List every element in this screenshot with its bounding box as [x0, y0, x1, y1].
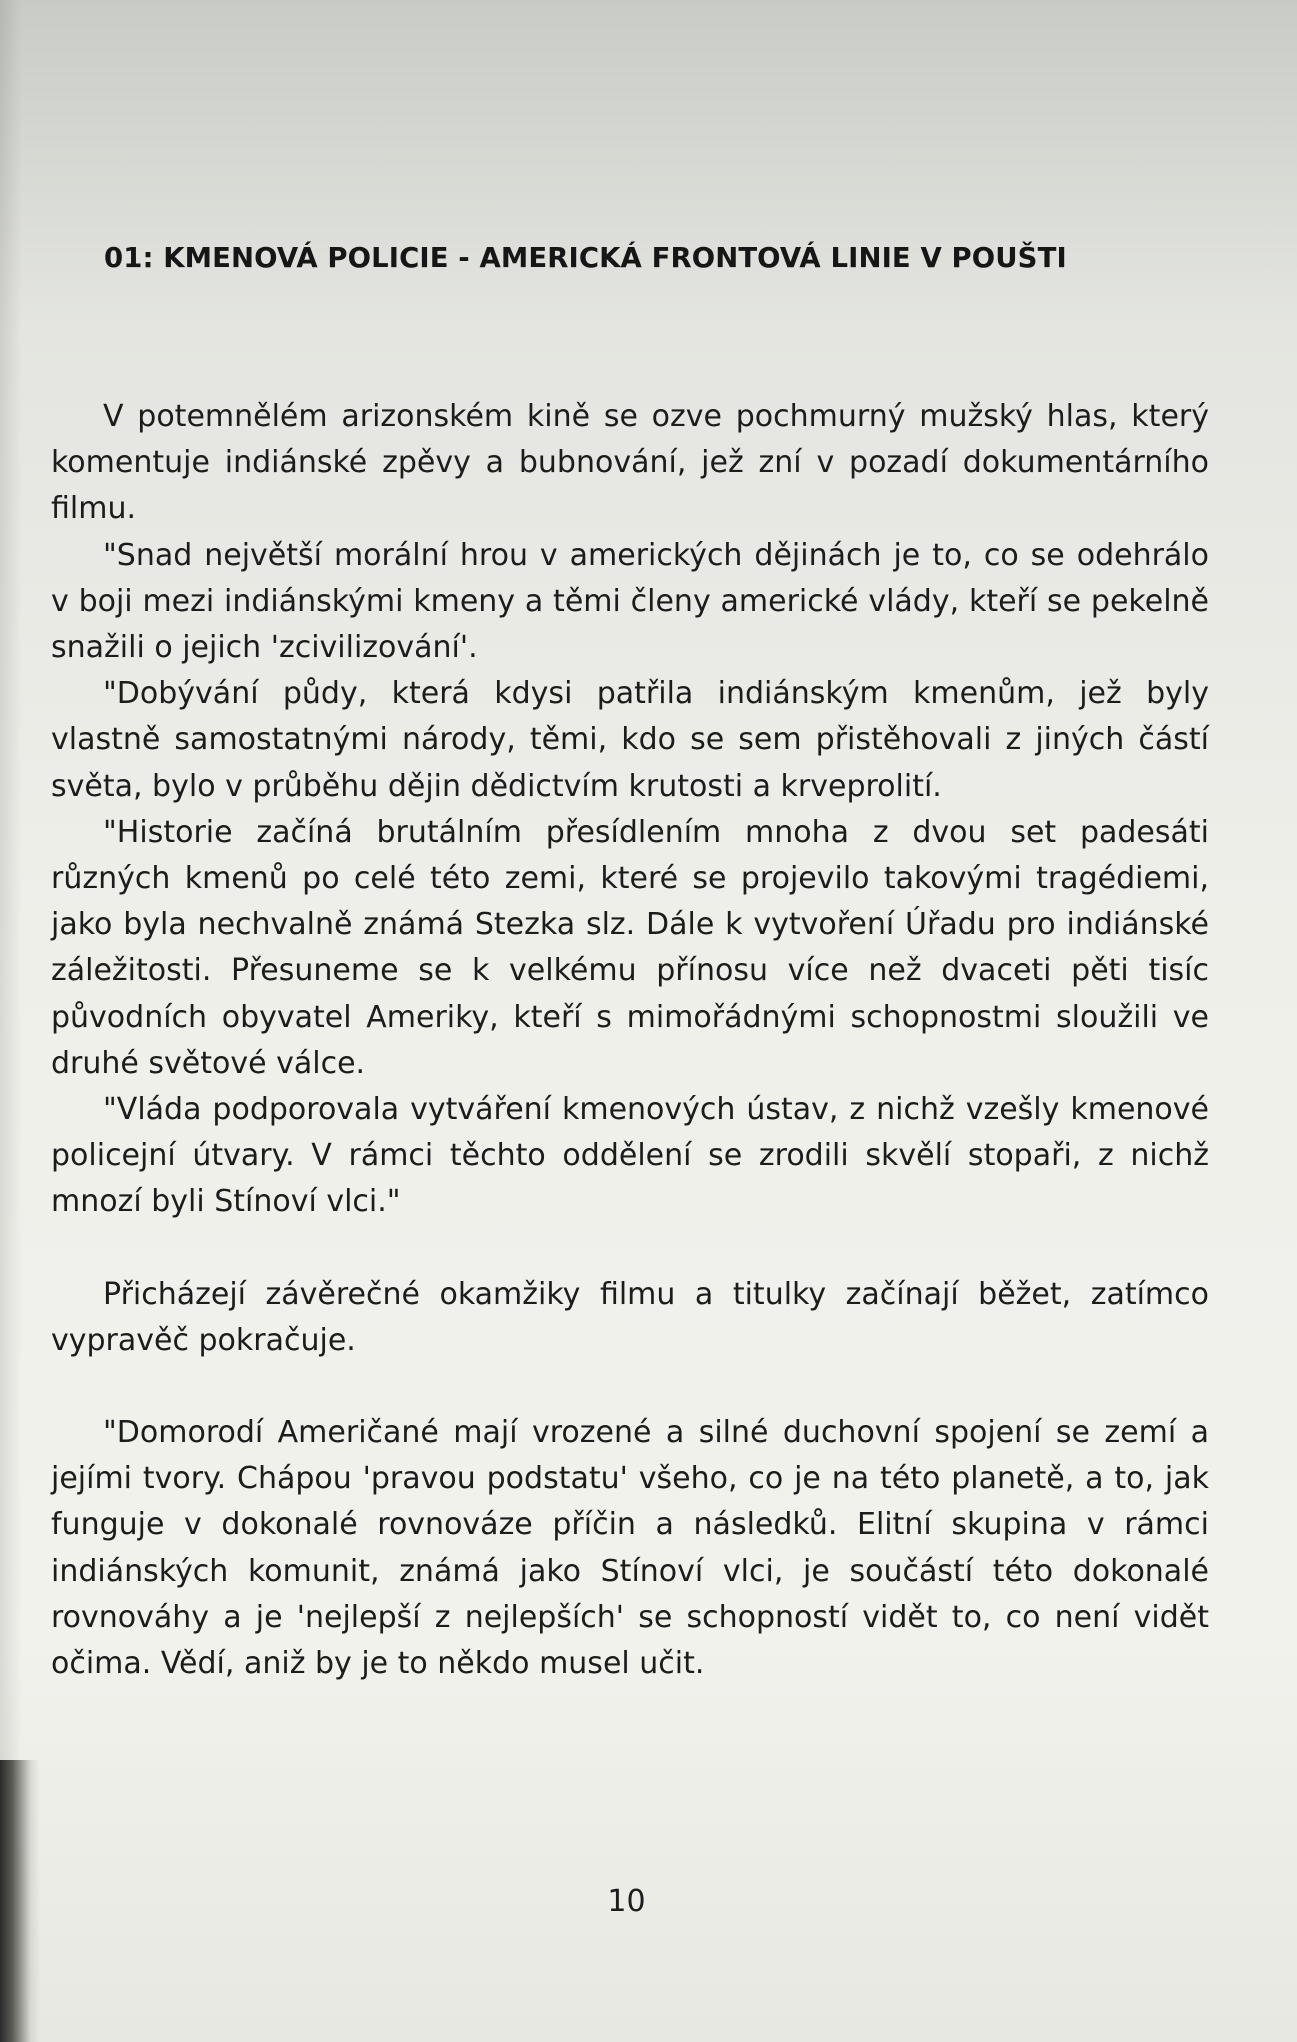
- paragraph: "Domorodí Američané mají vrozené a silné duchovní spojení se zemí a jejími tvory. Chápou 'pravou podstatu' všeho, co je na této planetě, a to, jak funguje v dokonalé rovnováze příčin a následků. Elitní skupina v rámci indiánských komunit, známá jako Stínoví vlci, je součástí této dokonalé rovnováhy a je 'nejlepší z nejlepších' se schopností vidět to, co není vidět očima. Vědí, aniž by je to někdo musel učit.: [51, 1415, 1209, 1682]
- paragraph-spacer: [51, 1226, 1209, 1272]
- page-number: 10: [607, 1884, 646, 1919]
- paragraph: "Vláda podporovala vytváření kmenových ústav, z nichž vzešly kmenové policejní útvary. V rámci těchto oddělení se zrodili skvělí stopaři, z nichž mnozí byli Stínoví vlci.": [51, 1092, 1209, 1220]
- paragraph: Přicházejí závěrečné okamžiky filmu a titulky začínají běžet, zatímco vypravěč pokračuje.: [51, 1276, 1209, 1358]
- paragraph-spacer: [51, 1364, 1209, 1410]
- paragraph: V potemnělém arizonském kině se ozve pochmurný mužský hlas, který komentuje indiánské zpěvy a bubnování, jež zní v pozadí dokumentárního filmu.: [51, 399, 1209, 527]
- page-edge-shadow: [0, 0, 22, 2042]
- body-text: [51, 394, 1209, 1687]
- paragraph: "Snad největší morální hrou v amerických dějinách je to, co se odehrálo v boji mezi indiánskými kmeny a těmi členy americké vlády, kteří se pekelně snažili o jejich 'zcivilizování'.: [51, 537, 1209, 666]
- paragraph: "Historie začíná brutálním přesídlením mnoha z dvou set padesáti různých kmenů po celé této zemi, které se projevilo takovými tragédiemi, jako byla nechvalně známá Stezka slz. Dále k vytvoření Úřadu pro indiánské záležitosti. Přesuneme se k velkému přínosu více než dvaceti pěti tisíc původních obyvatel Ameriky, kteří s mimořádnými schopnostmi sloužili ve druhé světové válce.: [51, 814, 1209, 1081]
- chapter-title: 01: KMENOVÁ POLICIE - AMERICKÁ FRONTOVÁ LINIE V POUŠTI: [104, 242, 1067, 274]
- paragraph: "Dobývání půdy, která kdysi patřila indiánským kmenům, jež byly vlastně samostatnými národy, těmi, kdo se sem přistěhovali z jiných částí světa, bylo v průběhu dějin dědictvím krutosti a krveprolití.: [51, 676, 1209, 804]
